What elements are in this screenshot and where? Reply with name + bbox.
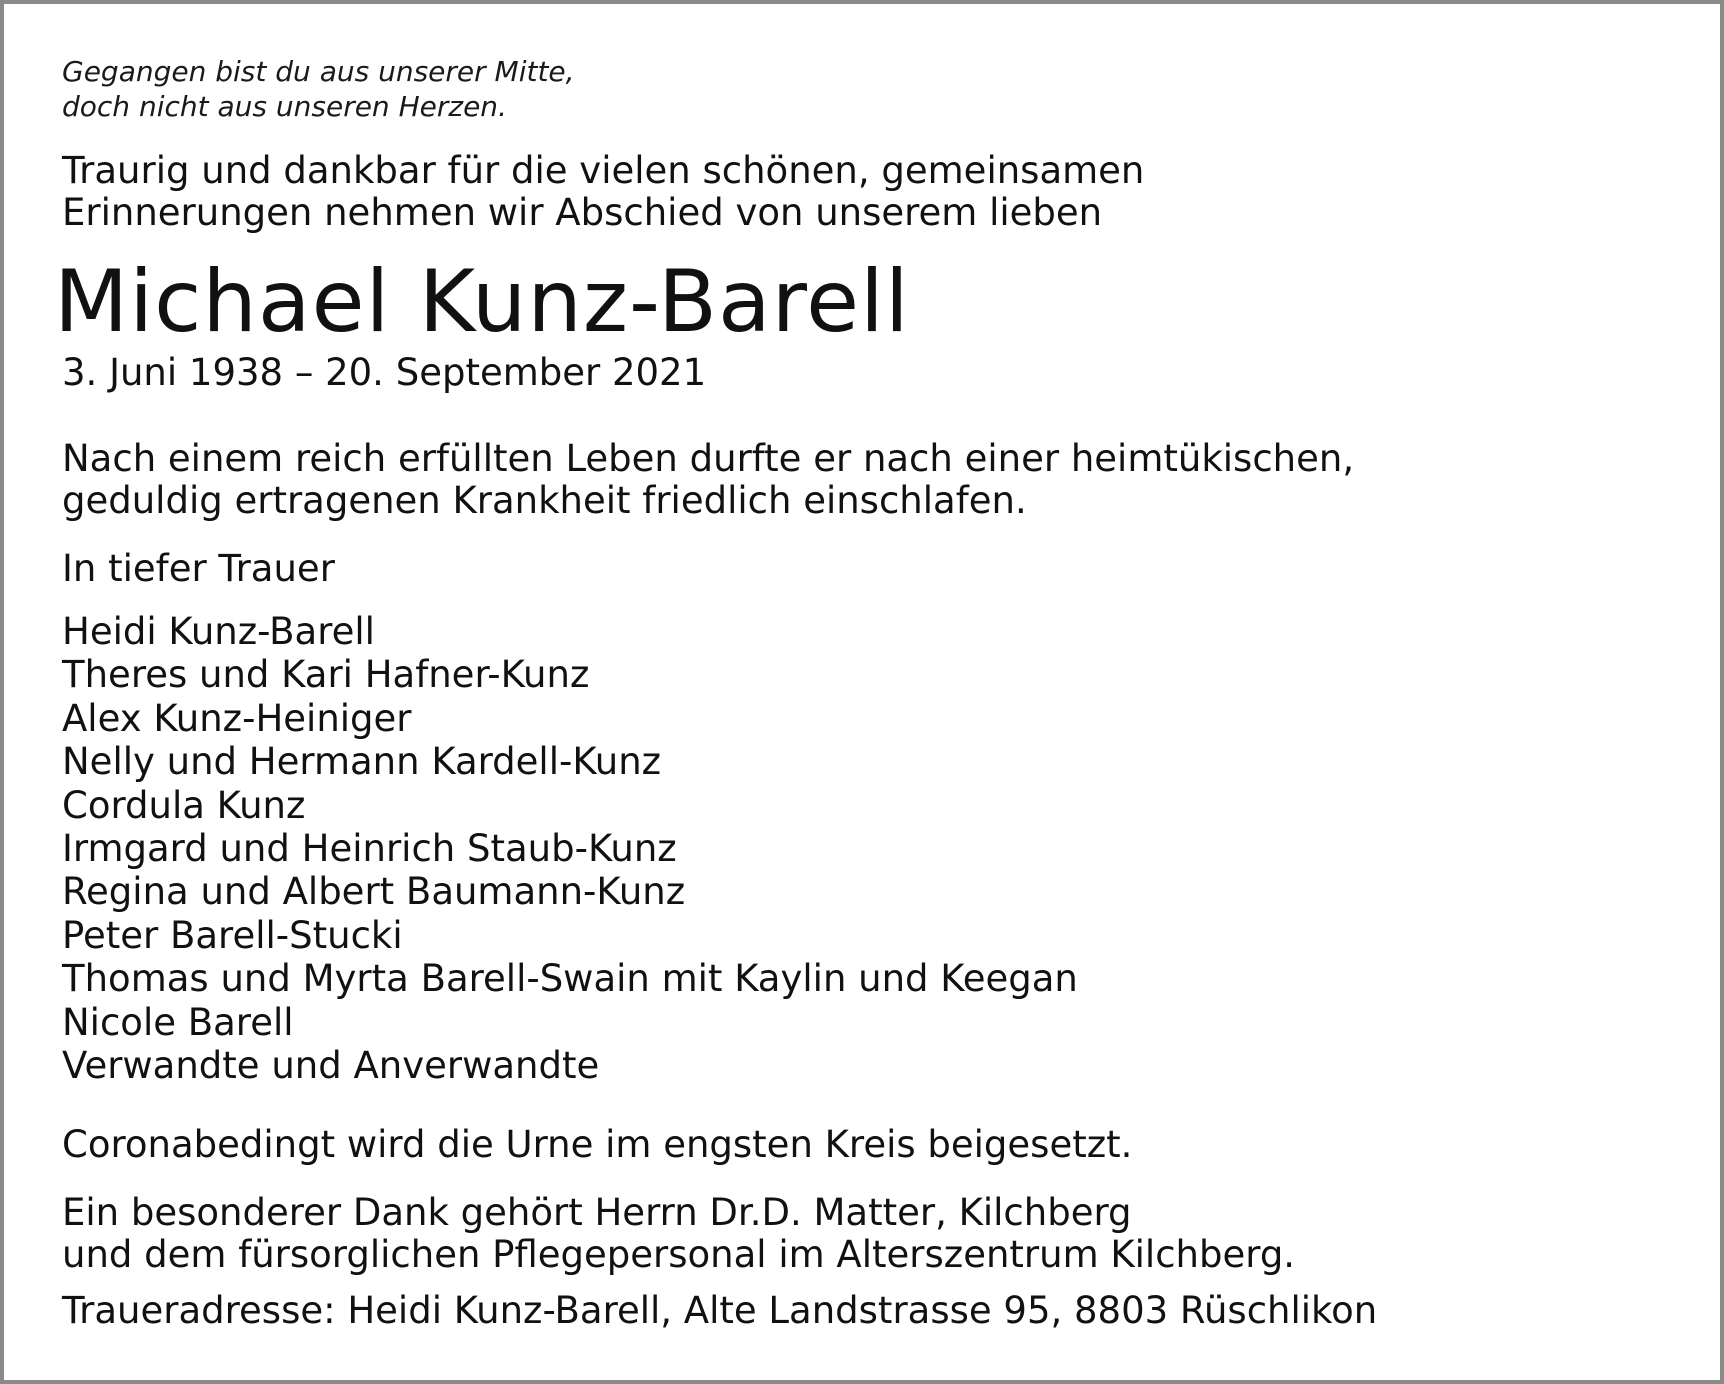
mourner-item: Thomas und Myrta Barell-Swain mit Kaylin und Keegan xyxy=(62,957,1078,1001)
mourner-item: Regina und Albert Baumann-Kunz xyxy=(62,870,686,914)
life-dates: 3. Juni 1938 – 20. September 2021 xyxy=(62,351,707,394)
burial-note: Coronabedingt wird die Urne im engsten Kreis beigesetzt. xyxy=(62,1123,1133,1167)
thanks-text xyxy=(62,1192,1682,1276)
deceased-name: Michael Kunz-Barell xyxy=(54,252,910,352)
mourner-item: Heidi Kunz-Barell xyxy=(62,610,375,653)
thanks-line: Ein besonderer Dank gehört Herrn Dr.D. Matter, Kilchberg xyxy=(62,1191,1132,1235)
motto-line: doch nicht aus unseren Herzen. xyxy=(62,90,507,123)
obituary-notice xyxy=(54,54,1682,1333)
motto xyxy=(62,54,1682,124)
mourners-list xyxy=(62,610,1682,1087)
mourner-item: Cordula Kunz xyxy=(62,783,306,827)
thanks-line: und dem fürsorglichen Pflegepersonal im Alterszentrum Kilchberg. xyxy=(62,1233,1296,1277)
motto-line: Gegangen bist du aus unserer Mitte, xyxy=(62,55,575,88)
mourner-item: Alex Kunz-Heiniger xyxy=(62,696,412,740)
mourning-address: Traueradresse: Heidi Kunz-Barell, Alte Landstrasse 95, 8803 Rüschlikon xyxy=(62,1289,1378,1333)
mourner-item: Irmgard und Heinrich Staub-Kunz xyxy=(62,827,677,871)
intro-line: Traurig und dankbar für die vielen schönen, gemeinsamen xyxy=(62,149,1145,192)
message-line: Nach einem reich erfüllten Leben durfte er nach einer heimtükischen, xyxy=(62,437,1355,480)
message-text xyxy=(62,438,1682,522)
message-line: geduldig ertragenen Krankheit friedlich einschlafen. xyxy=(62,479,1027,522)
intro-line: Erinnerungen nehmen wir Abschied von unserem lieben xyxy=(62,191,1103,234)
mourner-item: Theres und Kari Hafner-Kunz xyxy=(62,653,590,697)
mourner-item: Verwandte und Anverwandte xyxy=(62,1044,600,1088)
mourner-item: Peter Barell-Stucki xyxy=(62,913,403,957)
mourner-item: Nelly und Hermann Kardell-Kunz xyxy=(62,740,662,784)
intro-text xyxy=(62,150,1682,234)
mourning-heading: In tiefer Trauer xyxy=(62,547,335,590)
mourner-item: Nicole Barell xyxy=(62,1000,294,1044)
